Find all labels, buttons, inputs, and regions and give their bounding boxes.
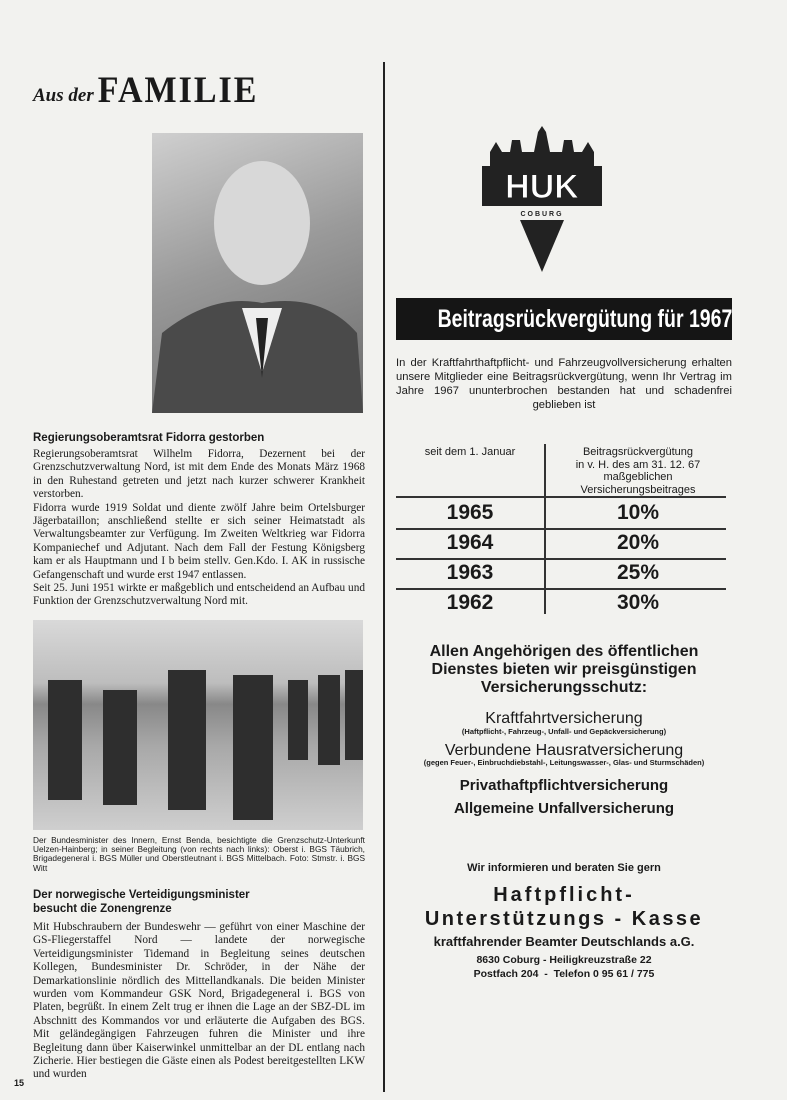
ad-intro: In der Kraftfahrthaftpflicht- und Fahrzeugvollversicherung erhalten unsere Mitglieder eine Beitragsrückvergütung, wenn Ihr Vertrag im Jahre 1967 ununterbrochen bestanden hat und schadenfrei geblieben ist bbox=[396, 357, 732, 411]
article1 bbox=[33, 431, 365, 609]
article1-paragraph: Seit 25. Juni 1951 wirkte er maßgeblich und entscheidend an Aufbau und Funktion der Grenzschutzverwaltung Nord mit. bbox=[33, 582, 365, 608]
article1-paragraph: Regierungsoberamtsrat Wilhelm Fidorra, Dezernent bei der Grenzschutzverwaltung Nord, ist mit dem Ende des Monats März 1968 in den Ruhestand getreten und jetzt nach kurzer schwerer Krankheit verstorben. bbox=[33, 448, 365, 501]
table-header-refund: Beitragsrückvergütung in v. H. des am 31. 12. 67 maßgeblichen Versicherungsbeitrages bbox=[575, 446, 701, 496]
portrait-photo bbox=[152, 133, 363, 413]
info-text: Wir informieren und beraten Sie gern bbox=[467, 862, 661, 874]
article2 bbox=[33, 888, 365, 1082]
logo-graphic bbox=[482, 126, 602, 276]
table-row: 1965 10% bbox=[446, 501, 660, 524]
product-name: Allgemeine Unfallversicherung bbox=[453, 799, 675, 817]
article1-paragraph: Fidorra wurde 1919 Soldat und diente zwölf Jahre beim Ortelsburger Jägerbataillon; anschließend stellte er sich seiner Heimatstadt als Verwaltungsbeamter zur Verfügung. Im Zweiten Weltkrieg war Fidorra Kompaniechef und Adjutant. Nach dem Fall der Festung Königsberg kam er als Hauptmann und I b beim stellv. Gen.Kdo. I. AK in russische Gefangenschaft und wurde erst 1947 entlassen. bbox=[33, 501, 365, 581]
banner-text: Beitragsrückvergütung für 1967 bbox=[437, 305, 732, 333]
group-figures bbox=[33, 620, 363, 830]
product-note: (Haftpflicht-, Fahrzeug-, Unfall- und Gepäckversicherung) bbox=[461, 727, 667, 736]
article2-heading: Der norwegische Verteidigungsminister bbox=[33, 889, 250, 901]
column-divider bbox=[383, 62, 385, 1092]
offer-text: Allen Angehörigen des öffentlichen Dienstes bieten wir preisgünstigen Versicherungsschutz: bbox=[429, 643, 699, 696]
article2-heading: besucht die Zonengrenze bbox=[33, 903, 172, 915]
table-header-year: seit dem 1. Januar bbox=[424, 446, 516, 458]
article2-body: Mit Hubschraubern der Bundeswehr — geführt von einer Maschine der GS-Fliegerstaffel Nord — landete der norwegische Verteidigungsminister Tidemand in Begleitung seines deutschen Kollegen, Bundesminister Dr. Schröder, in der Nähe der Demarkationslinie nördlich des Mittellandkanals. Die beiden Minister wurden vom Kommandeur GSK Nord, Brigadegeneral i. BGS von Platen, begrüßt. In einem Zelt trug er ihnen die Lage an der SBZ-DL im Abschnitt des Kommandos vor und erläuterte die Aufgaben des BGS. Mit geländegängigen Fahrzeugen fuhren die Minister und ihre Begleitung dann über Kaiserwinkel unmittelbar an der DL entlang nach Zicherie. Hier bestiegen die Gäste einen als Podest bereitgestellten LKW und wurden bbox=[33, 921, 365, 1081]
svg-text:HUK: HUK bbox=[505, 168, 579, 206]
address: 8630 Coburg - Heiligkreuzstraße 22 bbox=[476, 954, 652, 966]
svg-text:COBURG: COBURG bbox=[520, 211, 564, 218]
company-name: kraftfahrender Beamter Deutschlands a.G. bbox=[433, 934, 695, 949]
table-row: 1963 25% bbox=[446, 561, 660, 584]
product-name: Kraftfahrtversicherung bbox=[485, 710, 643, 727]
article1-heading: Regierungsoberamtsrat Fidorra gestorben bbox=[33, 432, 265, 444]
minister-visit-photo bbox=[33, 620, 363, 830]
page-number: 15 bbox=[14, 1078, 25, 1088]
product-name: Privathaftpflichtversicherung bbox=[459, 776, 669, 794]
product-list bbox=[396, 710, 732, 817]
company-name: Unterstützungs - Kasse bbox=[424, 908, 704, 930]
table-row: 1964 20% bbox=[446, 531, 660, 554]
company-name: Haftpflicht- bbox=[493, 884, 635, 906]
section-title: Aus der FAMILIE bbox=[33, 70, 259, 111]
product-name: Verbundene Hausratversicherung bbox=[444, 742, 684, 759]
table-row: 1962 30% bbox=[446, 591, 660, 614]
huk-coburg-logo bbox=[482, 126, 602, 276]
photo-caption: Der Bundesminister des Innern, Ernst Benda, besichtigte die Grenzschutz-Unterkunft Uelzen-Hainberg; in seiner Begleitung (von rechts nach links): Oberst i. BGS Täubrich, Brigadegeneral i. BGS Müller und Oberstleutnant i. BGS Mittelbach. Foto: Stmstr. i. BGS Witt bbox=[33, 835, 365, 873]
address: Postfach 204 - Telefon 0 95 61 / 775 bbox=[473, 968, 655, 980]
banner-heading bbox=[396, 298, 732, 340]
product-note: (gegen Feuer-, Einbruchdiebstahl-, Leitungswasser-, Glas- und Sturmschäden) bbox=[423, 758, 705, 767]
portrait-figure bbox=[152, 133, 363, 413]
